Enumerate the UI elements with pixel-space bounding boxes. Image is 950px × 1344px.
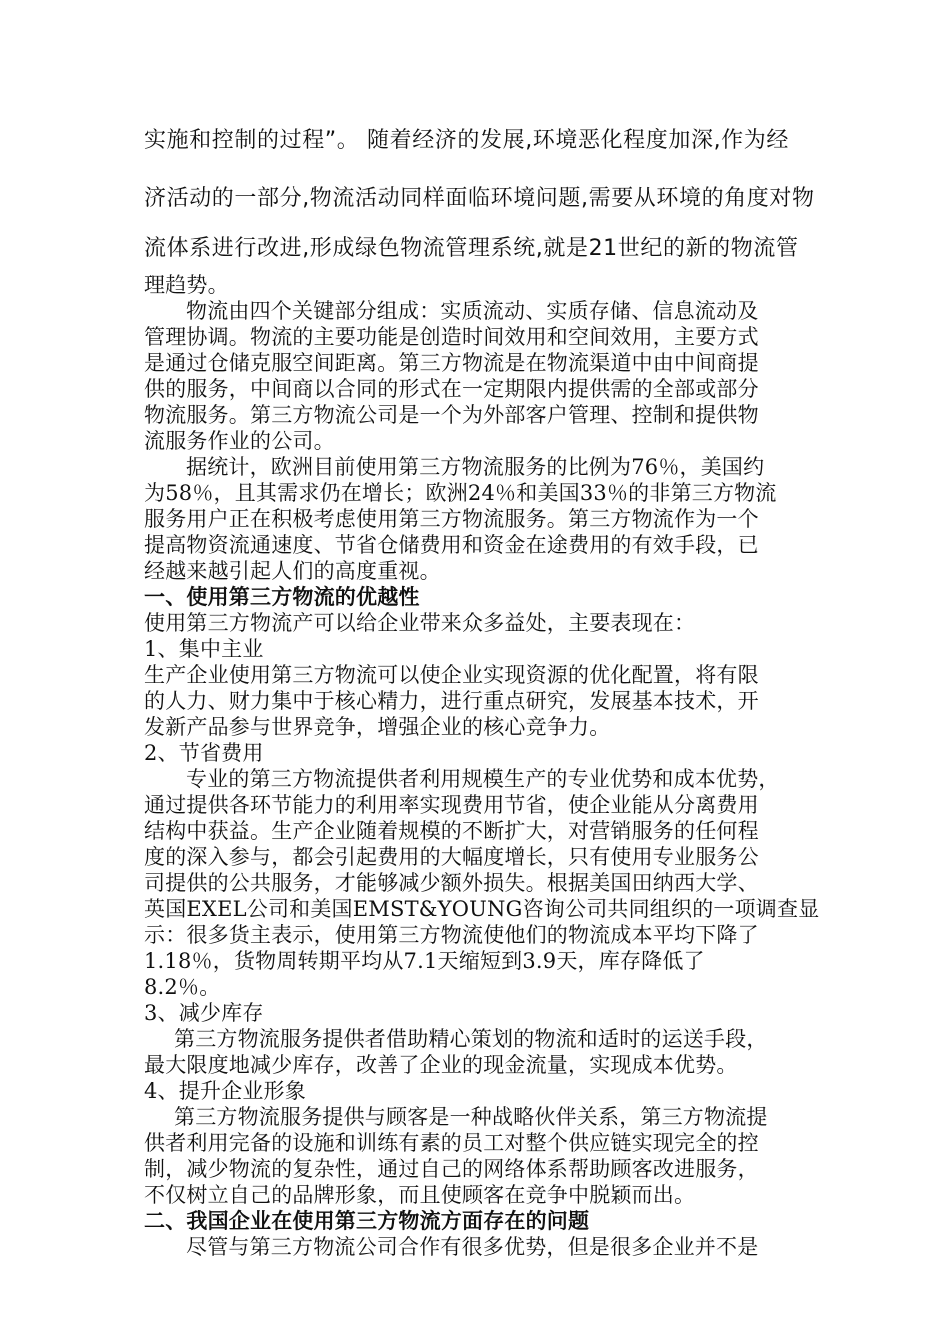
paragraph-line: 通过提供各环节能力的利用率实现费用节省，使企业能从分离费用 [144,793,759,817]
paragraph-line: 为58％，且其需求仍在增长；欧洲24％和美国33％的非第三方物流 [144,481,777,505]
paragraph-line: 实施和控制的过程”。 随着经济的发展,环境恶化程度加深,作为经 [144,128,789,153]
paragraph-line: 发新产品参与世界竞争，增强企业的核心竞争力。 [144,715,611,739]
paragraph-line: 尽管与第三方物流公司合作有很多优势，但是很多企业并不是 [186,1235,759,1259]
paragraph-line: 济活动的一部分,物流活动同样面临环境问题,需要从环境的角度对物 [144,186,815,211]
paragraph-line: 司提供的公共服务，才能够减少额外损失。根据美国田纳西大学、 [144,871,759,895]
paragraph-line: 制，减少物流的复杂性，通过自己的网络体系帮助顾客改进服务， [144,1157,759,1181]
paragraph-line: 第三方物流服务提供者借助精心策划的物流和适时的运送手段， [174,1027,768,1051]
paragraph-line: 生产企业使用第三方物流可以使企业实现资源的优化配置，将有限 [144,663,759,687]
document-page [144,128,820,1260]
paragraph-line: 1.18％，货物周转期平均从7.1天缩短到3.9天，库存降低了 [144,949,705,973]
paragraph-line: 理趋势。 [144,273,229,297]
paragraph-line: 物流由四个关键部分组成：实质流动、实质存储、信息流动及 [186,299,759,323]
subsection-heading: 2、节省费用 [144,741,264,765]
paragraph-line: 流体系进行改进,形成绿色物流管理系统,就是21世纪的新的物流管 [144,236,799,261]
section-heading: 二、我国企业在使用第三方物流方面存在的问题 [144,1209,590,1233]
subsection-heading: 3、减少库存 [144,1001,264,1025]
paragraph-line: 据统计，欧洲目前使用第三方物流服务的比例为76％，美国约 [186,455,765,479]
section-heading: 一、使用第三方物流的优越性 [144,585,420,609]
paragraph-line: 管理协调。物流的主要功能是创造时间效用和空间效用，主要方式 [144,325,759,349]
paragraph-line: 经越来越引起人们的高度重视。 [144,559,441,583]
paragraph-line: 示：很多货主表示，使用第三方物流使他们的物流成本平均下降了 [144,923,759,947]
paragraph-line: 第三方物流服务提供与顾客是一种战略伙伴关系，第三方物流提 [174,1105,768,1129]
subsection-heading: 1、集中主业 [144,637,264,661]
paragraph-line: 结构中获益。生产企业随着规模的不断扩大，对营销服务的任何程 [144,819,759,843]
paragraph-line: 专业的第三方物流提供者利用规模生产的专业优势和成本优势， [186,767,780,791]
paragraph-line: 最大限度地减少库存，改善了企业的现金流量，实现成本优势。 [144,1053,738,1077]
paragraph-line: 的人力、财力集中于核心精力，进行重点研究，发展基本技术，开 [144,689,759,713]
paragraph-line: 服务用户正在积极考虑使用第三方物流服务。第三方物流作为一个 [144,507,759,531]
paragraph-line: 供的服务，中间商以合同的形式在一定期限内提供需的全部或部分 [144,377,759,401]
paragraph-line: 使用第三方物流产可以给企业带来众多益处，主要表现在： [144,611,696,635]
paragraph-line: 流服务作业的公司。 [144,429,335,453]
paragraph-line: 英国EXEL公司和美国EMST&YOUNG咨询公司共同组织的一项调查显 [144,897,820,921]
paragraph-line: 是通过仓储克服空间距离。第三方物流是在物流渠道中由中间商提 [144,351,759,375]
paragraph-line: 不仅树立自己的品牌形象，而且使顾客在竞争中脱颖而出。 [144,1183,696,1207]
paragraph-line: 提高物资流通速度、节省仓储费用和资金在途费用的有效手段，已 [144,533,759,557]
paragraph-line: 物流服务。第三方物流公司是一个为外部客户管理、控制和提供物 [144,403,759,427]
paragraph-line: 8.2％。 [144,975,221,999]
paragraph-line: 供者利用完备的设施和训练有素的员工对整个供应链实现完全的控 [144,1131,759,1155]
subsection-heading: 4、提升企业形象 [144,1079,306,1103]
paragraph-line: 度的深入参与，都会引起费用的大幅度增长，只有使用专业服务公 [144,845,759,869]
